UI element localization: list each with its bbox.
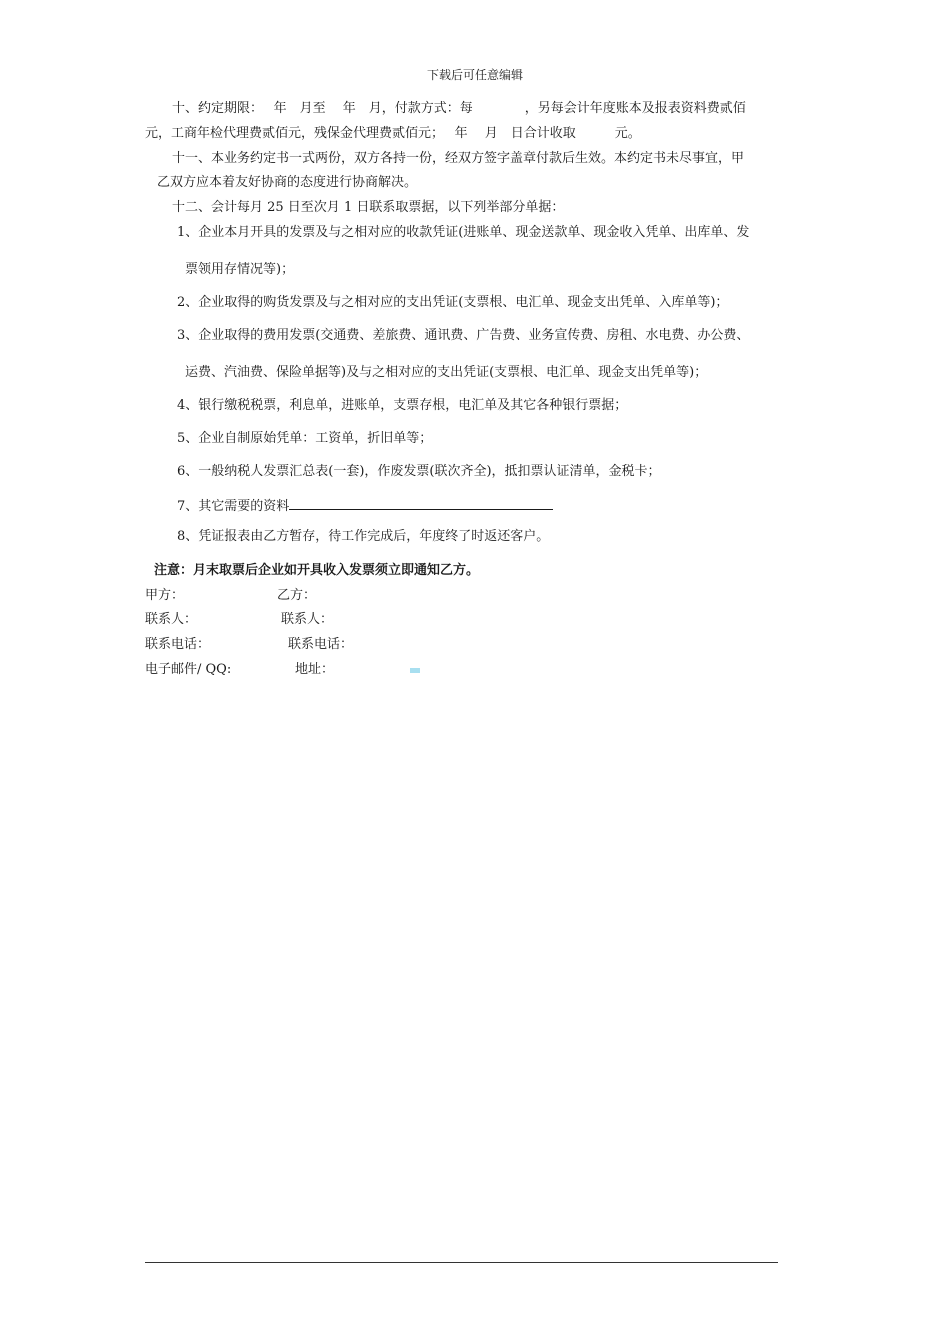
contact-a-label: 联系人： [145, 612, 198, 627]
item-7-blank-line [289, 497, 553, 510]
party-b-label: 乙方： [277, 588, 317, 603]
item-6: 6、一般纳税人发票汇总表(一套)，作废发票(联次齐全)，抵扣票认证清单，金税卡； [177, 464, 661, 479]
item-4: 4、银行缴税税票，利息单，进账单，支票存根，电汇单及其它各种银行票据； [177, 398, 628, 413]
item-7 [177, 497, 553, 515]
email-label: 电子邮件/ QQ: [145, 662, 232, 677]
footer-rule [145, 1262, 778, 1263]
address-label: 地址： [295, 662, 335, 677]
item-7-label: 7、其它需要的资料 [177, 499, 290, 514]
item-3-line-1: 3、企业取得的费用发票(交通费、差旅费、通讯费、广告费、业务宣传费、房租、水电费、办公费、 [177, 328, 750, 343]
phone-a-label: 联系电话： [145, 637, 211, 652]
item-5: 5、企业自制原始凭单：工资单，折旧单等； [177, 431, 433, 446]
item-1-line-1: 1、企业本月开具的发票及与之相对应的收款凭证(进账单、现金送款单、现金收入凭单、出库单、发 [177, 225, 750, 240]
item-8: 8、凭证报表由乙方暂存，待工作完成后，年度终了时返还客户。 [177, 529, 550, 544]
phone-b-label: 联系电话： [288, 637, 354, 652]
clause-10-line-2: 元，工商年检代理费贰佰元，残保金代理费贰佰元； 年 月 日合计收取 元。 [145, 126, 641, 141]
clause-12-intro: 十二、会计每月 25 日至次月 1 日联系取票据，以下列举部分单据： [172, 200, 565, 215]
item-2: 2、企业取得的购货发票及与之相对应的支出凭证(支票根、电汇单、现金支出凭单、入库单等)； [177, 295, 729, 310]
header-note: 下载后可任意编辑 [426, 68, 523, 82]
contact-b-label: 联系人： [281, 612, 334, 627]
notice: 注意：月末取票后企业如开具收入发票须立即通知乙方。 [154, 563, 480, 578]
item-3-line-2: 运费、汽油费、保险单据等)及与之相对应的支出凭证(支票根、电汇单、现金支出凭单等)； [185, 365, 708, 380]
party-a-label: 甲方： [145, 588, 185, 603]
item-1-line-2: 票领用存情况等)； [185, 262, 295, 277]
highlight-marker [410, 668, 420, 673]
clause-10-line-1: 十、约定期限： 年 月至 年 月，付款方式：每 ，另每会计年度账本及报表资料费贰佰 [172, 101, 746, 116]
clause-11-line-2: 乙双方应本着友好协商的态度进行协商解决。 [157, 175, 418, 190]
clause-11-line-1: 十一、本业务约定书一式两份，双方各持一份，经双方签字盖章付款后生效。本约定书未尽事宜，甲 [172, 151, 745, 166]
